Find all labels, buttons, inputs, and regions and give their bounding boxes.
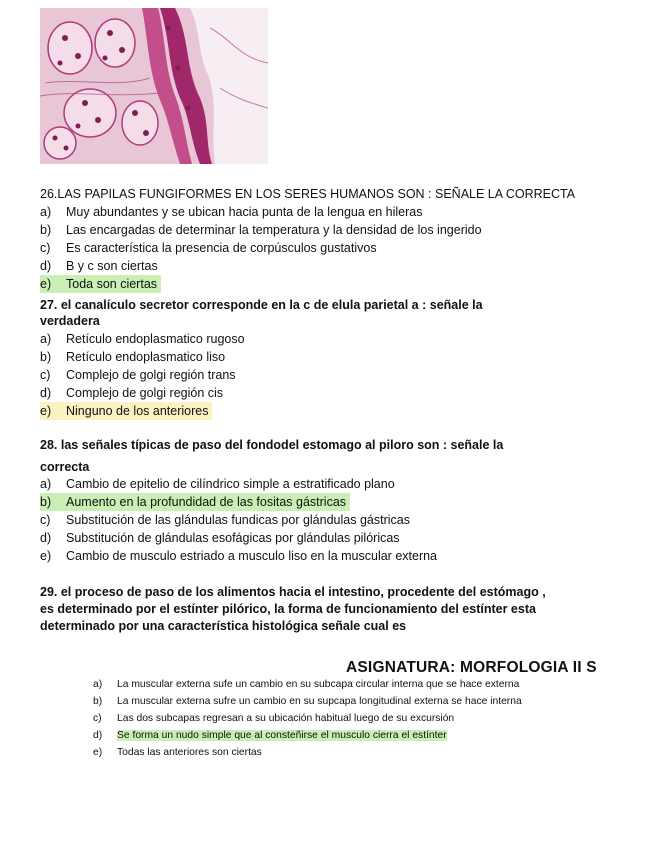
option-28-e: e) Cambio de musculo estriado a musculo liso en la muscular externa — [40, 549, 438, 563]
question-27-title-line2: verdadera — [40, 314, 100, 328]
option-29-c: c) Las dos subcapas regresan a su ubicación habitual luego de su excursión — [93, 713, 455, 724]
option-26-e-highlighted: e) Toda son ciertas — [40, 275, 161, 293]
option-26-d: d) B y c son ciertas — [40, 259, 158, 273]
question-29-title-line3: determinado por una característica histológica señale cual es — [40, 619, 407, 633]
option-27-e-highlighted: e) Ninguno de los anteriores — [40, 402, 212, 420]
option-29-e: e) Todas las anteriores son ciertas — [93, 747, 262, 758]
question-26 — [40, 186, 575, 293]
option-27-d: d) Complejo de golgi región cis — [40, 386, 224, 400]
subject-header: ASIGNATURA: MORFOLOGIA II S — [346, 659, 597, 676]
question-28-title-line2: correcta — [40, 460, 90, 474]
option-26-b: b) Las encargadas de determinar la temperatura y la densidad de los ingerido — [40, 223, 482, 237]
question-29-title-line1: 29. el proceso de paso de los alimentos hacia el intestino, procedente del estómago , — [40, 585, 546, 599]
option-26-c: c) Es característica la presencia de corpúsculos gustativos — [40, 241, 377, 255]
question-28 — [40, 437, 503, 565]
option-27-b: b) Retículo endoplasmatico liso — [40, 350, 226, 364]
option-28-b-highlighted: b) Aumento en la profundidad de las fositas gástricas — [40, 493, 350, 511]
option-29-b: b) La muscular externa sufre un cambio en su supcapa longitudinal externa se hace interna — [93, 696, 522, 707]
option-26-a: a) Muy abundantes y se ubican hacia punta de la lengua en hileras — [40, 205, 423, 219]
option-27-a: a) Retículo endoplasmatico rugoso — [40, 332, 245, 346]
option-27-c: c) Complejo de golgi región trans — [40, 368, 236, 382]
question-29-title-line2: es determinado por el estínter pilórico, la forma de funcionamiento del estínter esta — [40, 602, 536, 616]
question-27-title-line1: 27. el canalículo secretor corresponde en la c de elula parietal a : señale la — [40, 298, 483, 312]
question-27 — [40, 297, 483, 420]
option-29-a: a) La muscular externa sufe un cambio en su subcapa circular interna que se hace externa — [93, 679, 520, 690]
option-29-d-highlighted: d) Se forma un nudo simple que al consteñirse el musculo cierra el estínter — [93, 730, 447, 741]
question-29 — [40, 584, 546, 635]
question-26-title: 26.LAS PAPILAS FUNGIFORMES EN LOS SERES HUMANOS SON : SEÑALE LA CORRECTA — [40, 187, 576, 201]
option-28-d: d) Substitución de glándulas esofágicas por glándulas pilóricas — [40, 531, 400, 545]
question-29-options — [93, 678, 557, 763]
question-28-title-line1: 28. las señales típicas de paso del fondodel estomago al piloro son : señale la — [40, 438, 504, 452]
option-28-c: c) Substitución de las glándulas fundicas por glándulas gástricas — [40, 513, 410, 527]
option-28-a: a) Cambio de epitelio de cilíndrico simple a estratificado plano — [40, 477, 395, 491]
histology-micrograph — [40, 8, 268, 164]
